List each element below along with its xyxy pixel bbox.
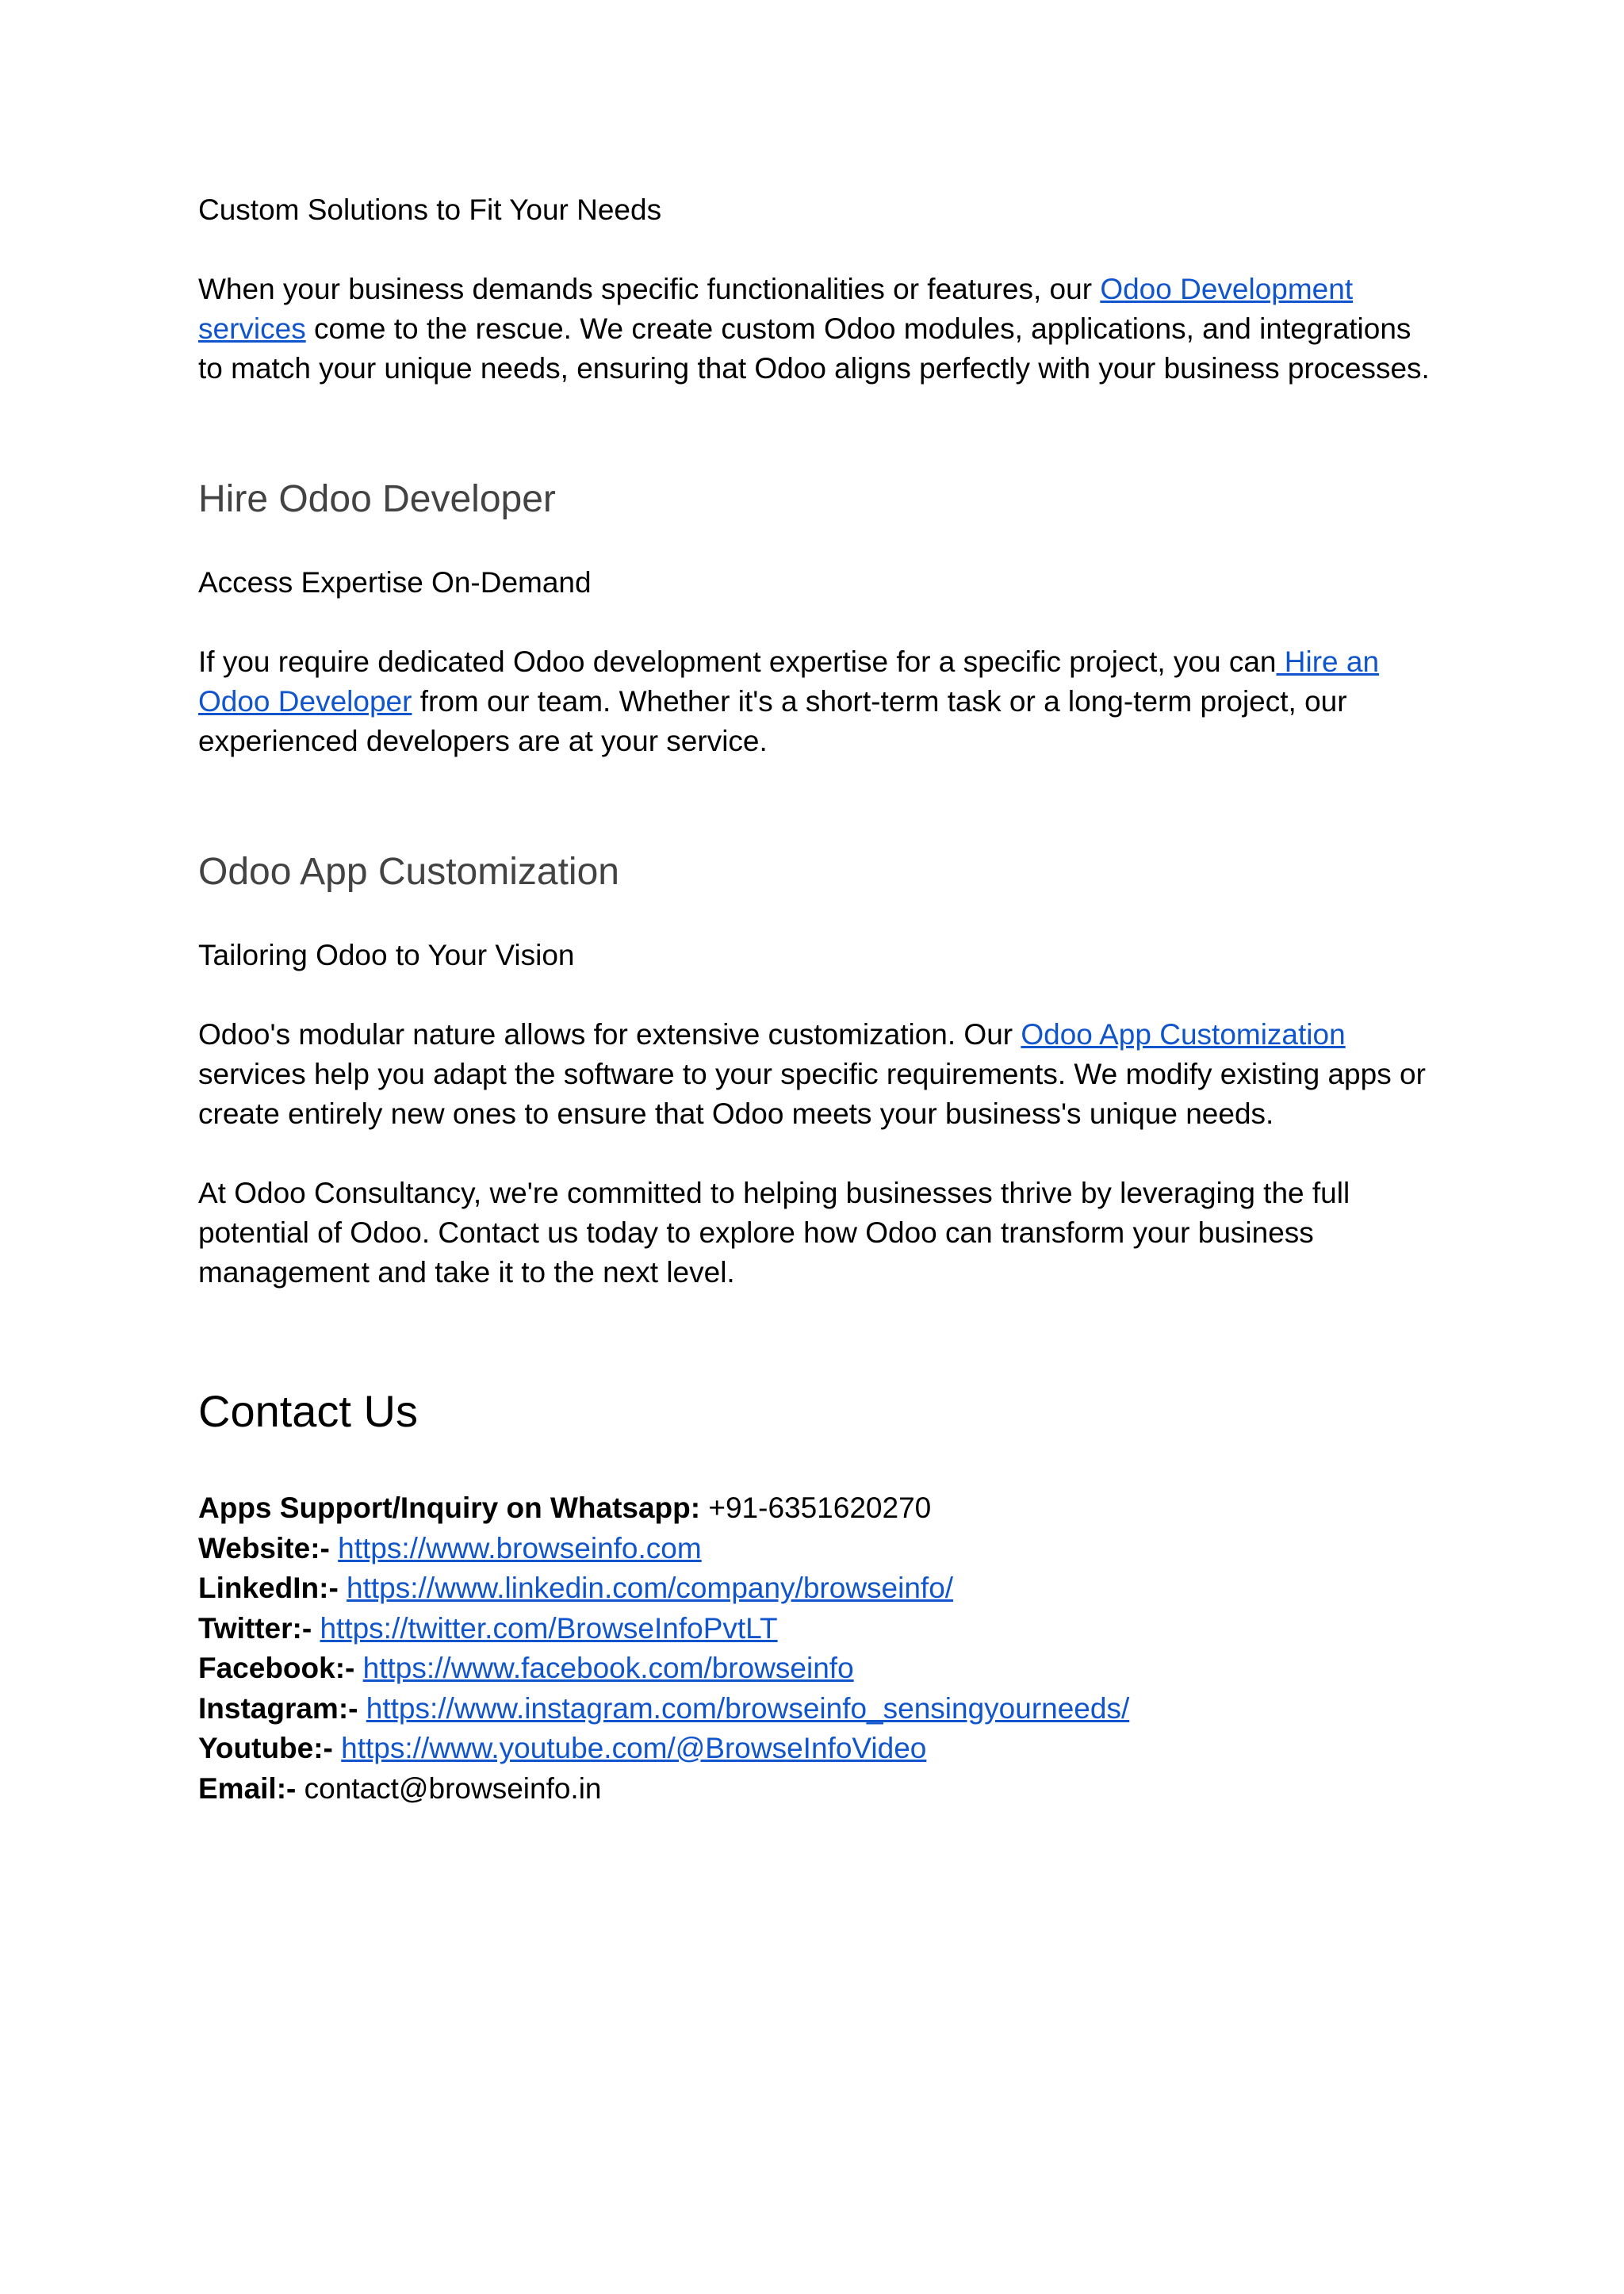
contact-list — [198, 1488, 1435, 1809]
youtube-link[interactable]: https://www.youtube.com/@BrowseInfoVideo — [341, 1732, 927, 1764]
contact-label: Instagram:- — [198, 1691, 358, 1725]
custom-solutions-text-end: come to the rescue. We create custom Odoo modules, applications, and integrations to match your unique needs, ensuring that Odoo aligns perfectly with your business processes. — [198, 312, 1430, 385]
contact-us-heading: Contact Us — [198, 1386, 418, 1436]
closing-paragraph: At Odoo Consultancy, we're committed to helping businesses thrive by leveraging the full potential of Odoo. Contact us today to explore how Odoo can transform your business management and take it to the next level. — [198, 1177, 1350, 1289]
odoo-development-services-link[interactable]: Odoo Development services — [198, 273, 1354, 345]
contact-item-instagram — [198, 1689, 1435, 1729]
contact-item-linkedin — [198, 1568, 1435, 1609]
website-link[interactable]: https://www.browseinfo.com — [338, 1531, 702, 1564]
contact-item-facebook — [198, 1649, 1435, 1689]
contact-item-whatsapp — [198, 1488, 1435, 1529]
hire-developer-text-end: from our team. Whether it's a short-term task or a long-term project, our experienced developers are at your service. — [198, 685, 1347, 757]
custom-solutions-subheading: Custom Solutions to Fit Your Needs — [198, 193, 662, 226]
contact-value: contact@browseinfo.in — [296, 1771, 602, 1805]
twitter-link[interactable]: https://twitter.com/BrowseInfoPvtLT — [320, 1611, 778, 1645]
contact-label: Email:- — [198, 1771, 297, 1805]
hire-odoo-developer-link[interactable]: Hire an Odoo Developer — [198, 645, 1380, 718]
facebook-link[interactable]: https://www.facebook.com/browseinfo — [362, 1652, 854, 1684]
contact-label: Facebook:- — [198, 1652, 355, 1684]
contact-item-website — [198, 1529, 1435, 1569]
app-customization-paragraph — [198, 1015, 1435, 1134]
contact-label: LinkedIn:- — [198, 1572, 339, 1604]
app-customization-text-end: services help you adapt the software to your specific requirements. We modify existing apps or create entirely new ones to ensure that Odoo meets your business's unique needs. — [198, 1058, 1426, 1130]
app-customization-subheading: Tailoring Odoo to Your Vision — [198, 939, 575, 971]
hire-developer-text-start: If you require dedicated Odoo development expertise for a specific project, you can — [198, 645, 1277, 678]
custom-solutions-paragraph — [198, 270, 1435, 389]
hire-developer-heading: Hire Odoo Developer — [198, 478, 556, 520]
custom-solutions-text-start: When your business demands specific functionalities or features, our — [198, 273, 1101, 305]
document-page — [198, 190, 1435, 1809]
contact-label: Twitter:- — [198, 1611, 312, 1645]
app-customization-text-start: Odoo's modular nature allows for extensive customization. Our — [198, 1018, 1021, 1051]
instagram-link[interactable]: https://www.instagram.com/browseinfo_sensingyourneeds/ — [366, 1691, 1130, 1725]
app-customization-heading: Odoo App Customization — [198, 851, 619, 893]
contact-item-twitter — [198, 1609, 1435, 1649]
linkedin-link[interactable]: https://www.linkedin.com/company/browseinfo/ — [347, 1572, 954, 1604]
contact-label: Website:- — [198, 1531, 330, 1564]
contact-label: Apps Support/Inquiry on Whatsapp: — [198, 1492, 701, 1524]
contact-item-youtube — [198, 1729, 1435, 1769]
odoo-app-customization-link[interactable]: Odoo App Customization — [1021, 1018, 1346, 1051]
contact-item-email — [198, 1769, 1435, 1810]
hire-developer-paragraph — [198, 642, 1435, 761]
contact-label: Youtube:- — [198, 1732, 333, 1764]
contact-value: +91-6351620270 — [700, 1492, 932, 1524]
hire-developer-subheading: Access Expertise On-Demand — [198, 566, 592, 599]
